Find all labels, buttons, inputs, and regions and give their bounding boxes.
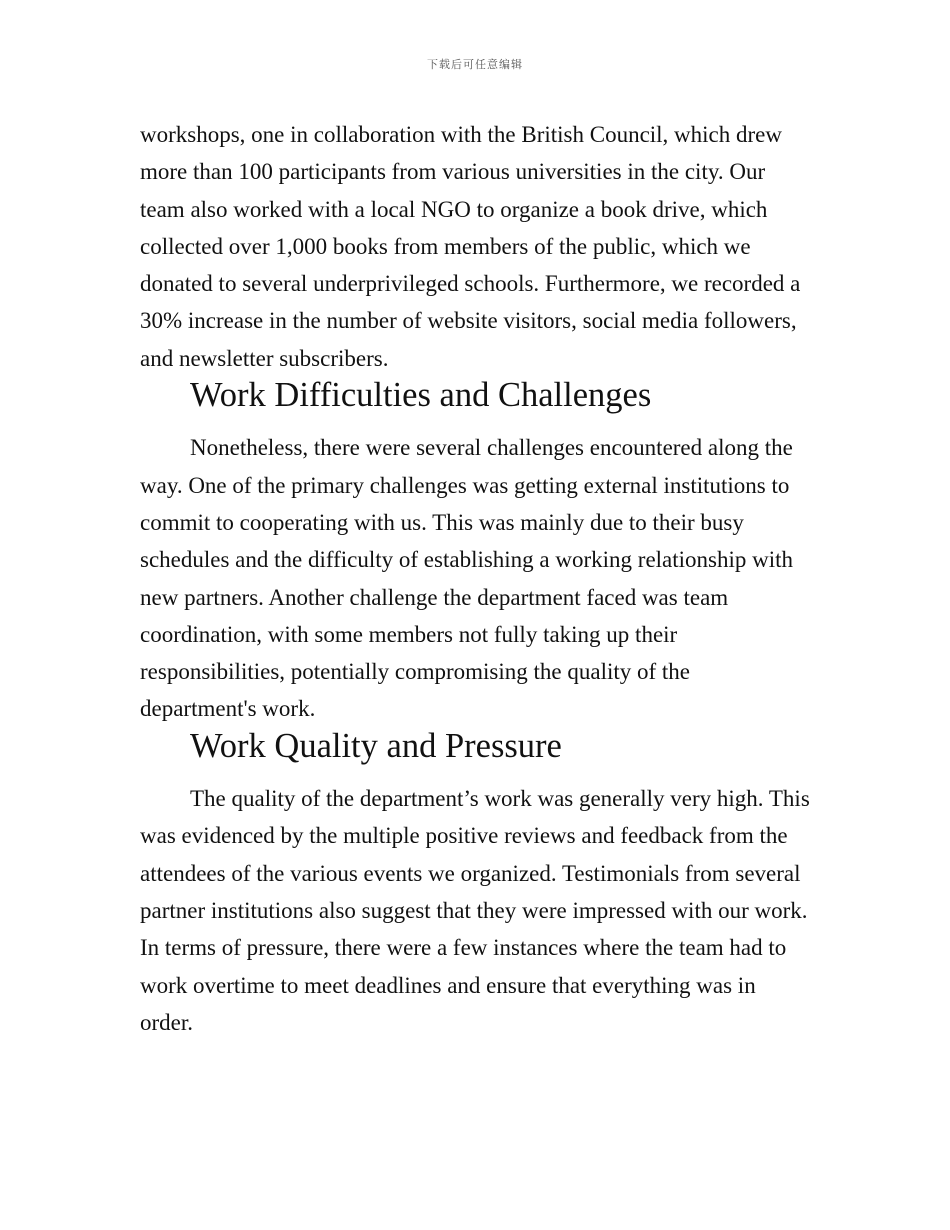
section-heading-quality: Work Quality and Pressure	[190, 726, 562, 765]
paragraph-achievements: workshops, one in collaboration with the British Council, which drew more than 100 participants from various universities in the city. Our team also worked with a local NGO to organize a book drive, which collected over 1,000 books from members of the public, which we donated to several underprivileged schools. Furthermore, we recorded a 30% increase in the number of website visitors, social media followers, and newsletter subscribers.	[140, 122, 801, 371]
page-header-note: 下载后可任意编辑	[427, 58, 523, 71]
paragraph-challenges: Nonetheless, there were several challenges encountered along the way. One of the primary challenges was getting external institutions to commit to cooperating with us. This was mainly due to their busy schedules and the difficulty of establishing a working relationship with new partners. Another challenge the department faced was team coordination, with some members not fully taking up their responsibilities, potentially compromising the quality of the department's work.	[140, 435, 794, 722]
section-heading-difficulties: Work Difficulties and Challenges	[190, 376, 652, 415]
paragraph-quality: The quality of the department’s work was generally very high. This was evidenced by the multiple positive reviews and feedback from the attendees of the various events we organized. Testimonials from several partner institutions also suggest that they were impressed with our work. In terms of pressure, there were a few instances where the team had to work overtime to meet deadlines and ensure that everything was in order.	[140, 786, 810, 1035]
document-body	[140, 116, 812, 1041]
